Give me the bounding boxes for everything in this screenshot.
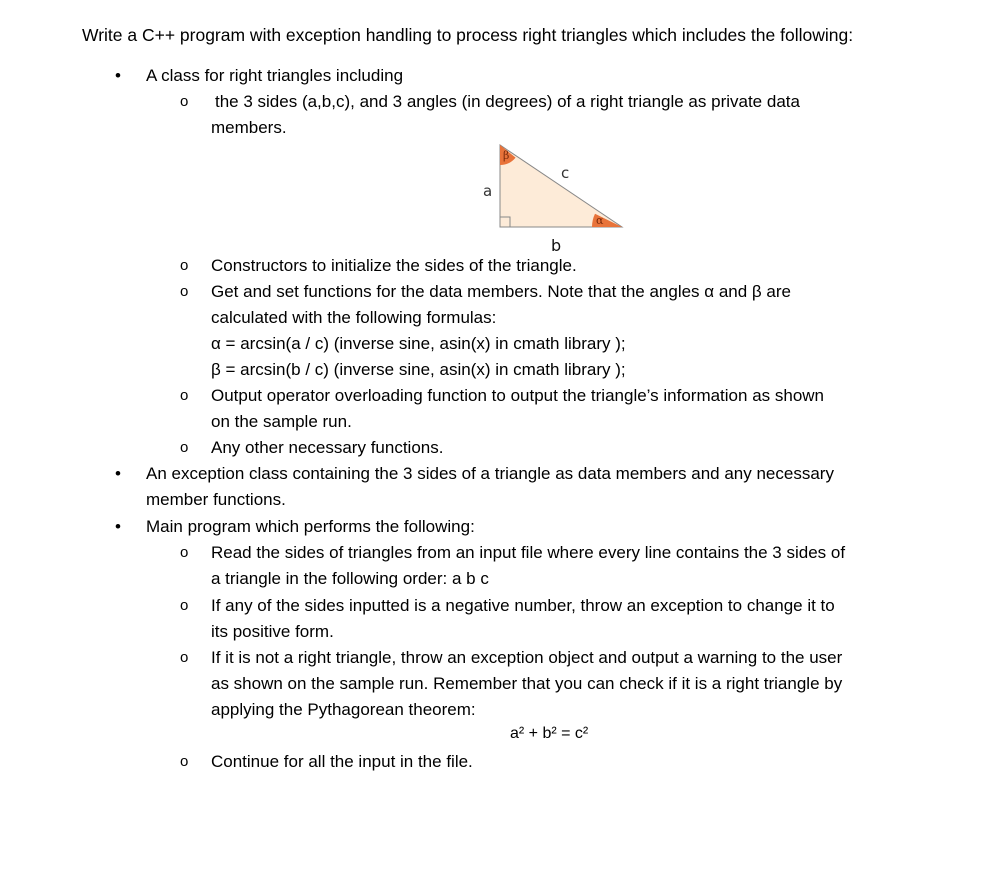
sub-marker: o — [180, 649, 189, 666]
sub-item-not-right-triangle — [211, 645, 911, 723]
sub-item-line: as shown on the sample run. Remember that you can check if it is a right triangle by — [211, 674, 843, 693]
sub-marker: o — [180, 93, 189, 110]
sub-marker: o — [180, 283, 189, 300]
sub-item-line: calculated with the following formulas: — [211, 308, 497, 327]
sub-marker: o — [180, 387, 189, 404]
sub-item-line: Output operator overloading function to output the triangle’s information as shown — [211, 386, 825, 405]
sub-item-line: If it is not a right triangle, throw an exception object and output a warning to the user — [211, 648, 843, 667]
sub-item-line: Constructors to initialize the sides of the triangle. — [211, 256, 577, 275]
sub-item-line: applying the Pythagorean theorem: — [211, 700, 476, 719]
formula-alpha: α = arcsin(a / c) (inverse sine, asin(x) in cmath library ); — [211, 334, 626, 353]
bullet-marker: • — [115, 517, 121, 536]
right-triangle-figure — [470, 140, 640, 260]
sub-item-output-operator — [211, 383, 911, 435]
bullet-marker: • — [115, 464, 121, 483]
label-c: c — [561, 164, 570, 182]
pythagorean-formula: a² + b² = c² — [510, 725, 589, 742]
label-alpha: α — [596, 214, 604, 227]
sub-marker: o — [180, 753, 189, 770]
bullet-class-right-triangles: A class for right triangles including — [146, 66, 404, 85]
sub-item-constructors — [211, 253, 911, 279]
sub-item-line: members. — [211, 118, 287, 137]
sub-marker: o — [180, 439, 189, 456]
sub-item-read-input — [211, 540, 911, 592]
triangle-body — [500, 145, 622, 227]
sub-marker: o — [180, 257, 189, 274]
sub-item-line: If any of the sides inputted is a negative number, throw an exception to change it to — [211, 596, 835, 615]
sub-marker: o — [180, 544, 189, 561]
sub-item-line: Continue for all the input in the file. — [211, 752, 473, 771]
sub-marker: o — [180, 597, 189, 614]
intro-heading: Write a C++ program with exception handling to process right triangles which includes the following: — [82, 25, 854, 45]
sub-item-line: Get and set functions for the data members. Note that the angles α and β are — [211, 282, 791, 301]
sub-item-continue — [211, 749, 911, 775]
formula-beta: β = arcsin(b / c) (inverse sine, asin(x) in cmath library ); — [211, 360, 626, 379]
sub-item-line: a triangle in the following order: a b c — [211, 569, 489, 588]
sub-item-line: the 3 sides (a,b,c), and 3 angles (in degrees) of a right triangle as private data — [215, 92, 800, 111]
sub-item-line: on the sample run. — [211, 412, 352, 431]
bullet-line: member functions. — [146, 490, 286, 509]
bullet-exception-class — [146, 461, 906, 513]
sub-item-get-set — [211, 279, 911, 383]
label-beta: β — [503, 149, 510, 162]
sub-item-line: its positive form. — [211, 622, 334, 641]
bullet-marker: • — [115, 66, 121, 85]
sub-item-line: Read the sides of triangles from an input file where every line contains the 3 sides of — [211, 543, 846, 562]
sub-item-private-data — [211, 89, 915, 141]
label-b: b — [551, 236, 562, 255]
bullet-main-program: Main program which performs the following: — [146, 517, 475, 536]
sub-item-line: Any other necessary functions. — [211, 438, 444, 457]
sub-item-negative-sides — [211, 593, 911, 645]
sub-item-other-functions — [211, 435, 911, 461]
label-a: a — [483, 182, 493, 200]
bullet-line: An exception class containing the 3 sides of a triangle as data members and any necessary — [146, 464, 834, 483]
